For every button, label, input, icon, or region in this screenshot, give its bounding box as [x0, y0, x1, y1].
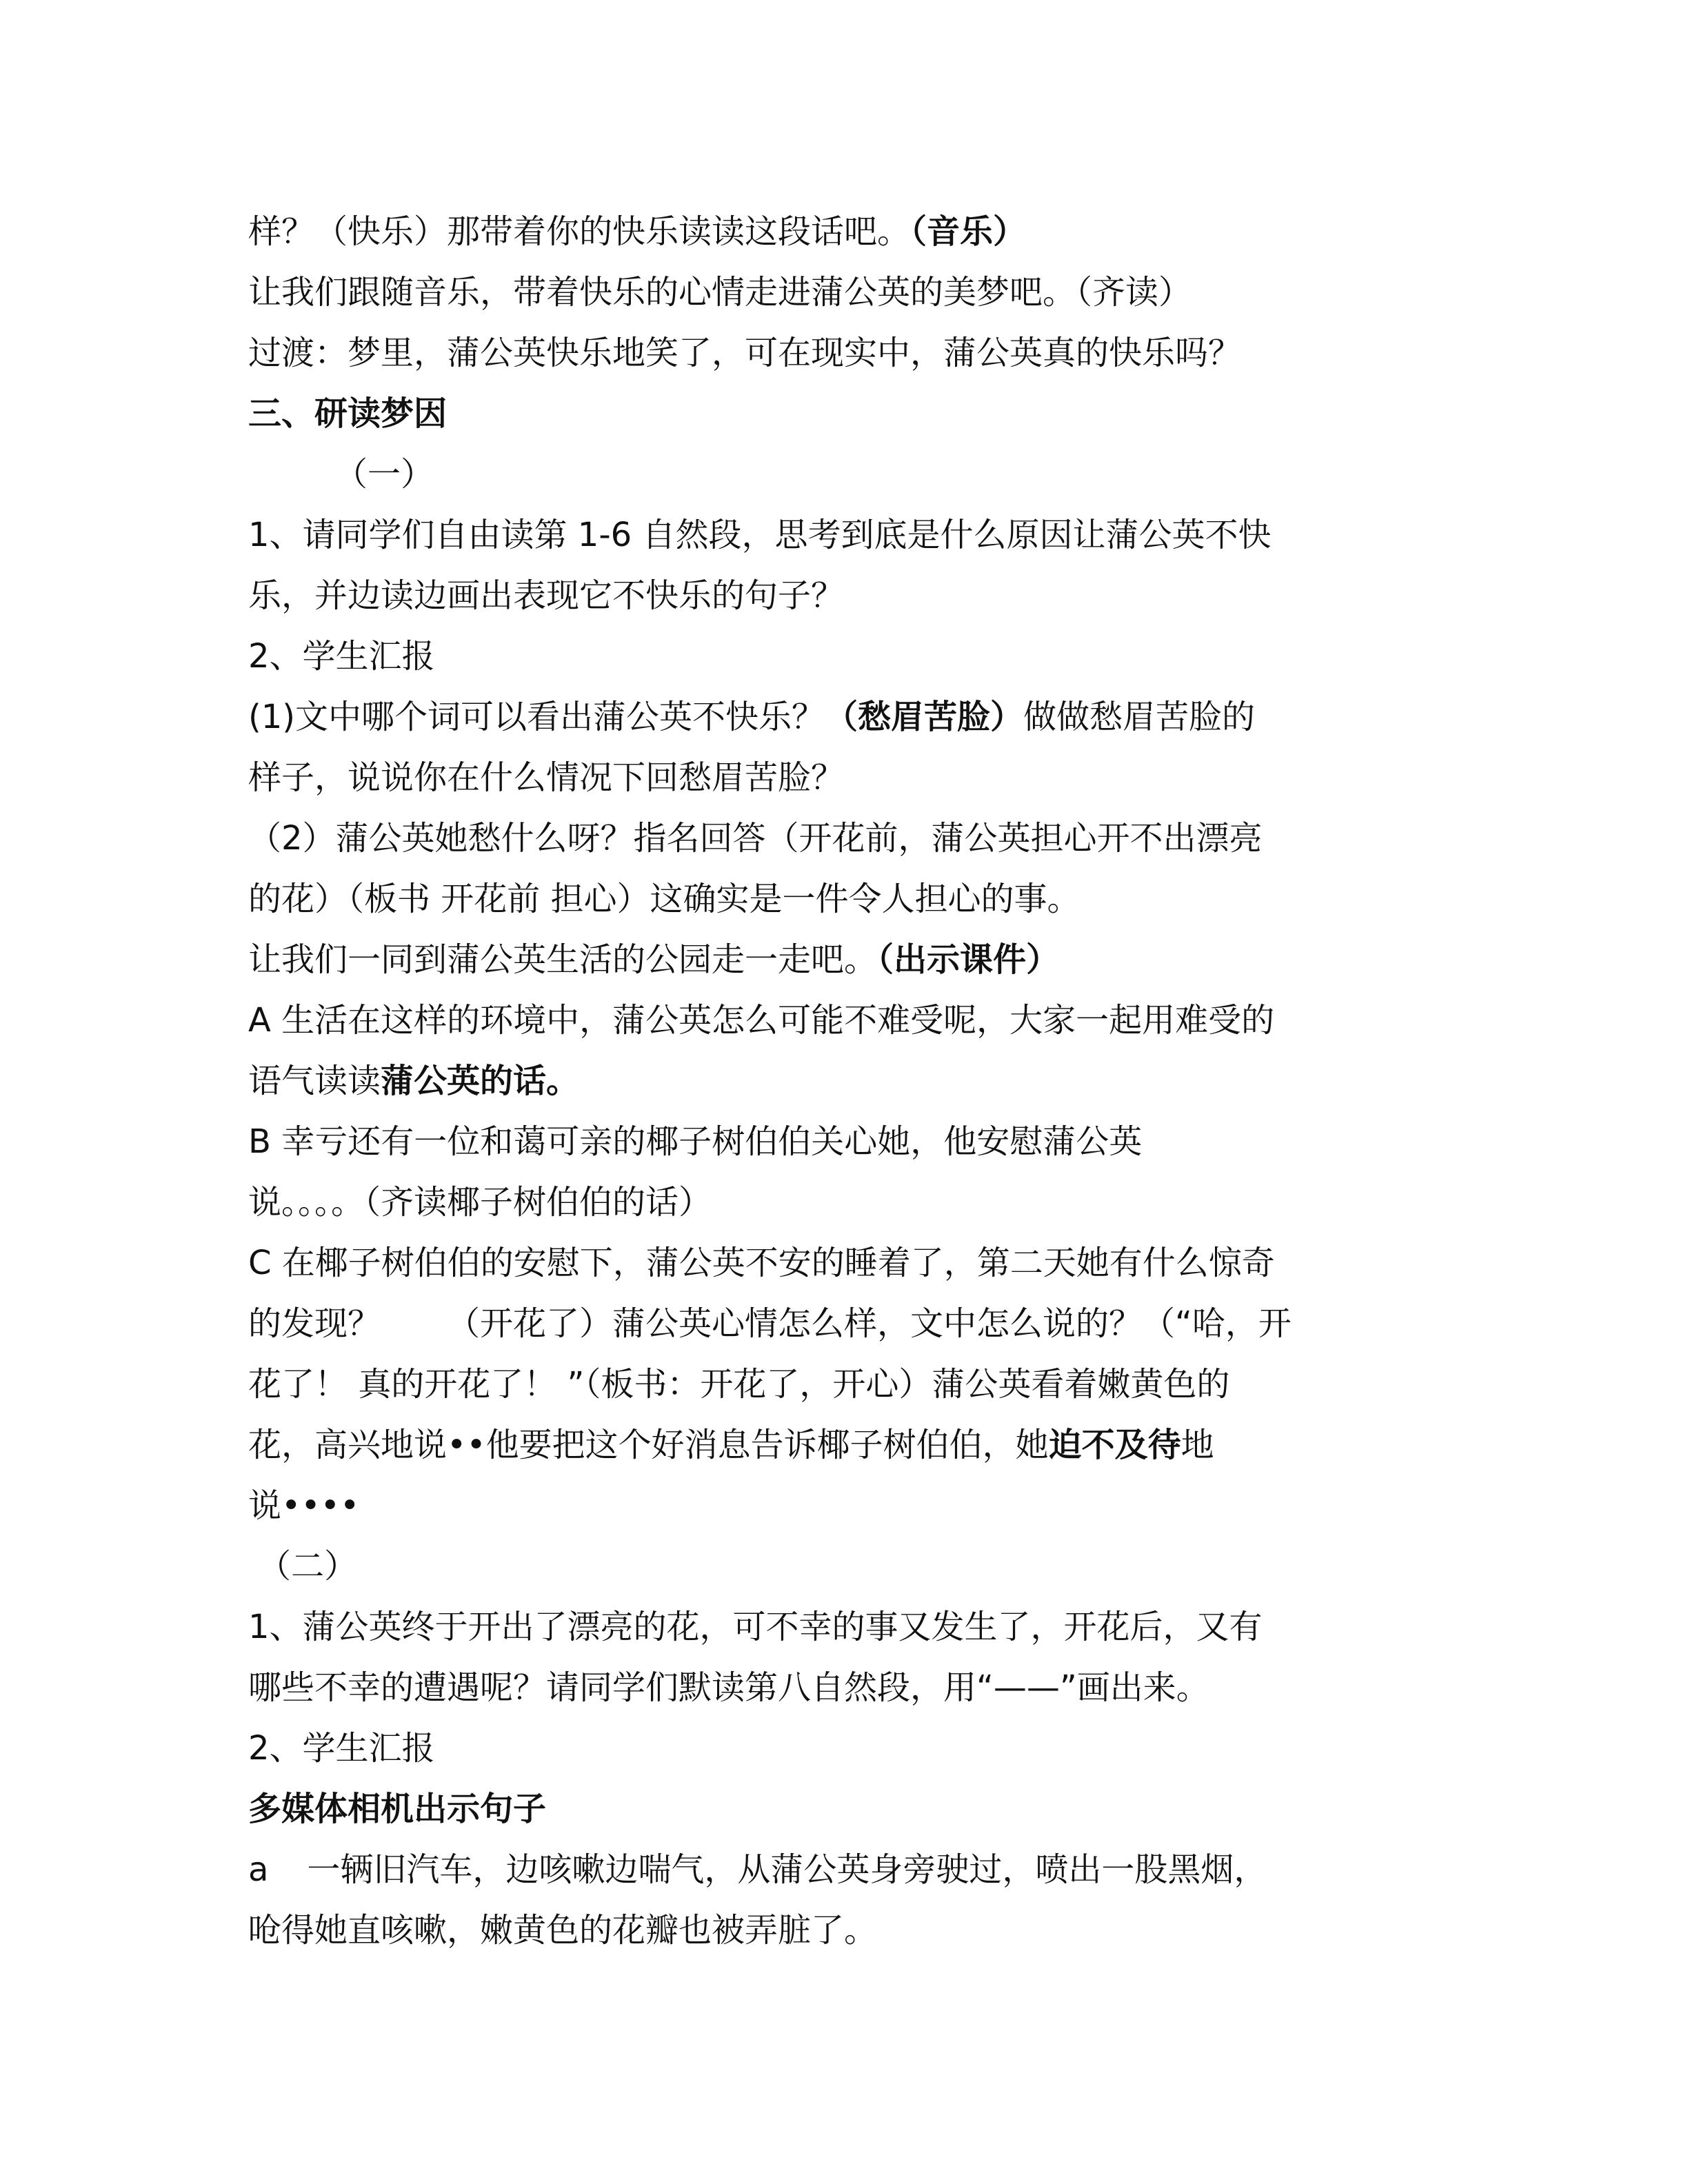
text-span: 做做愁眉苦脸的 — [1023, 698, 1256, 736]
text-line — [248, 1293, 1434, 1354]
text-line: B 幸亏还有一位和蔼可亲的椰子树伯伯关心她，他安慰蒲公英 — [248, 1122, 1143, 1161]
text-line — [248, 687, 1434, 747]
text-line — [248, 1051, 1434, 1111]
text-span: 语气读读 — [248, 1062, 381, 1100]
text-line: 1、请同学们自由读第 1-6 自然段，思考到底是什么原因让蒲公英不快 — [248, 516, 1272, 554]
text-span: 一辆旧汽车，边咳嗽边喘气，从蒲公英身旁驶过，喷出一股黑烟， — [307, 1850, 1267, 1889]
text-line: C 在椰子树伯伯的安慰下，蒲公英不安的睡着了，第二天她有什么惊奇 — [248, 1244, 1275, 1282]
item-marker: a — [248, 1850, 269, 1889]
text-span: 花，高兴地说••他要把这个好消息告诉椰子树伯伯，她 — [248, 1426, 1049, 1464]
text-line: 说。。。。（齐读椰子树伯伯的话） — [248, 1183, 712, 1222]
document-page — [248, 201, 1434, 1961]
section-heading: 三、研读梦因 — [248, 394, 448, 433]
text-line: 1、蒲公英终于开出了漂亮的花，可不幸的事又发生了，开花后，又有 — [248, 1608, 1263, 1646]
text-line — [248, 1839, 1434, 1900]
text-span: （开花了）蒲公英心情怎么样，文中怎么说的？（“哈，开 — [447, 1304, 1292, 1343]
subsection-label: （二） — [258, 1547, 358, 1586]
text-line: A 生活在这样的环境中，蒲公英怎么可能不难受呢，大家一起用难受的 — [248, 1001, 1275, 1040]
text-line: 哪些不幸的遭遇呢？请同学们默读第八自然段，用“——”画出来。 — [248, 1668, 1209, 1707]
text-span: 样？（快乐）那带着你的快乐读读这段话吧。 — [248, 212, 911, 251]
text-line: 过渡：梦里，蒲公英快乐地笑了，可在现实中，蒲公英真的快乐吗？ — [248, 334, 1242, 372]
section-heading: 多媒体相机出示句子 — [248, 1790, 547, 1828]
text-line: 的花）（板书 开花前 担心）这确实是一件令人担心的事。 — [248, 880, 1081, 918]
bold-text: 迫不及待 — [1048, 1426, 1181, 1464]
text-span: 的发现？ — [248, 1304, 381, 1343]
text-line: 说•••• — [248, 1486, 360, 1525]
bold-text: 蒲公英的话。 — [381, 1062, 580, 1100]
text-line: 花了！ 真的开花了！ ”（板书：开花了，开心）蒲公英看着嫩黄色的 — [248, 1365, 1230, 1404]
bold-text: （出示课件） — [877, 940, 1060, 979]
text-line: 乐，并边读边画出表现它不快乐的句子？ — [248, 576, 845, 615]
text-line — [248, 1415, 1434, 1475]
text-span: 让我们一同到蒲公英生活的公园走一走吧。 — [248, 940, 878, 979]
text-line — [248, 929, 1434, 990]
text-line: 2、学生汇报 — [248, 1729, 435, 1768]
text-line: 让我们跟随音乐，带着快乐的心情走进蒲公英的美梦吧。（齐读） — [248, 273, 1192, 312]
text-line: 呛得她直咳嗽，嫩黄色的花瓣也被弄脏了。 — [248, 1911, 878, 1950]
text-span: (1)文中哪个词可以看出蒲公英不快乐？ — [248, 698, 825, 736]
subsection-label: （一） — [334, 455, 434, 494]
text-line: 样子，说说你在什么情况下回愁眉苦脸？ — [248, 758, 845, 797]
text-span: 地 — [1180, 1426, 1214, 1464]
bold-text: （音乐） — [910, 212, 1027, 251]
bold-text: （愁眉苦脸） — [825, 698, 1024, 736]
text-line: （2）蒲公英她愁什么呀？指名回答（开花前，蒲公英担心开不出漂亮 — [248, 819, 1263, 858]
text-line — [248, 201, 1434, 262]
text-line: 2、学生汇报 — [248, 637, 435, 676]
